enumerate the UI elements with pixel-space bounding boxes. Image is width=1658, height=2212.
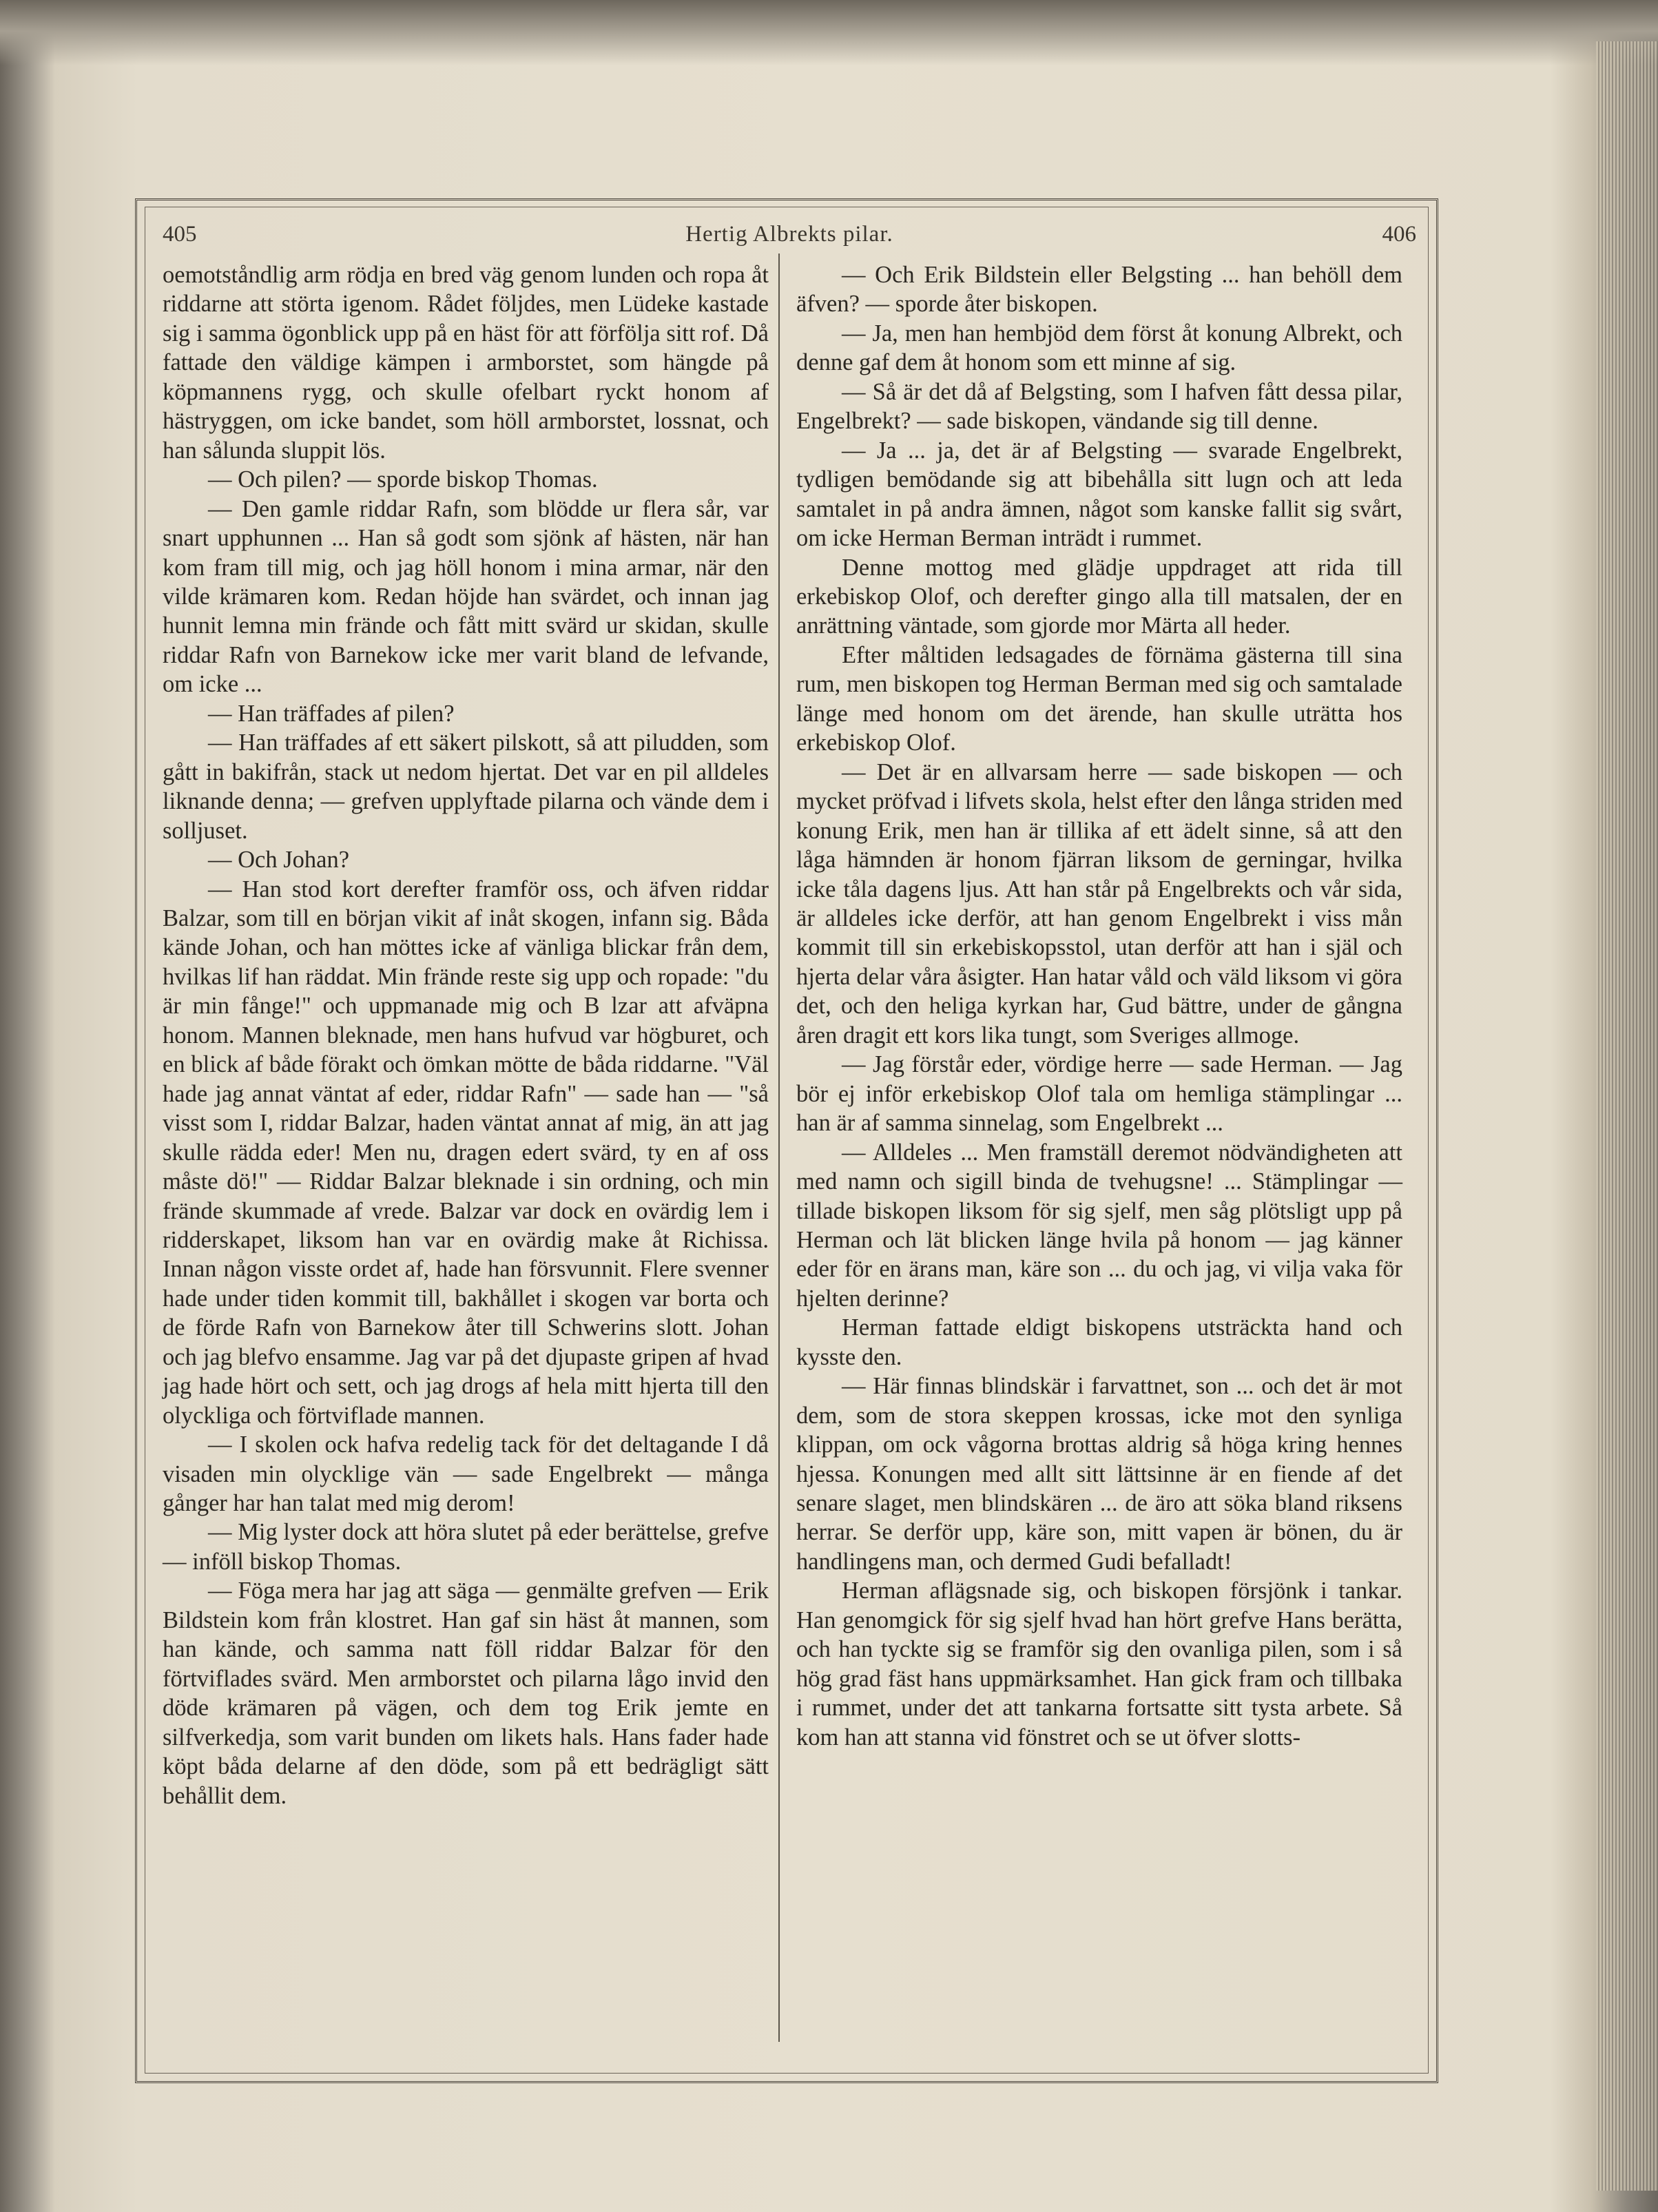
- paragraph: — Mig lyster dock att höra slutet på eder berättelse, grefve — inföll biskop Thomas.: [163, 1519, 769, 1575]
- paragraph: — Här finnas blindskär i farvattnet, son ... och det är mot dem, som de stora skeppen krossas, icke mot den synliga klippan, om ock vågorna brottas aldrig så höga kring hennes hjessa. Konungen med allt sitt lättsinne är en fiende af det senare slaget, men blindskären ... de äro att söka bland riksens herrar. Se derför upp, käre son, mitt vapen är bönen, du är handlingens man, och dermed Gudi befalladt!: [796, 1373, 1402, 1575]
- left-page-number: 405: [163, 222, 197, 247]
- book-page-edges: [1596, 41, 1658, 2191]
- paragraph: Herman aflägsnade sig, och biskopen försjönk i tankar. Han genomgick för sig sjelf hvad han hört grefve Hans berätta, och han tyckte sig se framför sig den ovanliga pilen, som i så hög grad fäst hans uppmärksamhet. Han gick fram och tillbaka i rummet, under det att tankarna fortsatte sitt tysta arbete. Så kom han att stanna vid fönstret och se ut öfver slotts-: [796, 1578, 1402, 1750]
- paragraph: — Ja ... ja, det är af Belgsting — svarade Engelbrekt, tydligen bemödande sig att bibehålla sitt lugn och att leda samtalet in på andra ämnen, något som kanske fallit sig svårt, om icke Herman Berman inträdt i rummet.: [796, 437, 1402, 552]
- paragraph: — Ja, men han hembjöd dem först åt konung Albrekt, och denne gaf dem åt honom som ett minne af sig.: [796, 320, 1402, 376]
- paragraph: — I skolen ock hafva redelig tack för det deltagande I då visaden min olycklige vän — sade Engelbrekt — många gånger har han talat med mig derom!: [163, 1431, 769, 1517]
- paragraph: — Och Johan?: [208, 847, 350, 874]
- left-column: [163, 260, 769, 1810]
- paragraph: — Han stod kort derefter framför oss, och äfven riddar Balzar, som till en början vikit af inåt skogen, infann sig. Båda kände Johan, och han möttes icke af vänliga blickar från dem, hvilkas lif han räddat. Min frände reste sig upp och ropade: "du är min fånge!" och uppmanade mig och B lzar att afväpna honom. Mannen bleknade, men hans hufvud var högburet, och en blick af både förakt och ömkan mötte de båda riddarne. "Väl hade jag annat väntat af eder, riddar Rafn" — sade han — "så visst som I, riddar Balzar, haden väntat annat af mig, än att jag skulle rädda eder! Men nu, dragen edert svärd, ty en af oss måste dö!" — Riddar Balzar bleknade i sin ordning, och min frände skummade af vrede. Balzar var dock en ovärdig lem i ridderskapet, liksom han var en ovärdig make åt Richissa. Innan någon visste ordet af, hade han försvunnit. Flere svenner hade under tiden kommit till, bakhållet i skogen var borta och de förde Rafn von Barnekow åter till Schwerins slott. Johan och jag blefvo ensamme. Jag var på det djupaste gripen af hvad jag hade hört och sett, och jag drogs af hela mitt hjerta till den olyckliga och förtviflade mannen.: [163, 876, 769, 1429]
- right-column: [796, 260, 1402, 1752]
- column-divider: [778, 254, 780, 2042]
- paragraph: Denne mottog med glädje uppdraget att rida till erkebiskop Olof, och derefter gingo alla till matsalen, der en anrättning väntade, som gjorde mor Märta all heder.: [796, 554, 1402, 639]
- running-title: Hertig Albrekts pilar.: [685, 222, 893, 247]
- paragraph: — Och Erik Bildstein eller Belgsting ... han behöll dem äfven? — sporde åter biskopen.: [796, 262, 1402, 318]
- paragraph: Efter måltiden ledsagades de förnäma gästerna till sina rum, men biskopen tog Herman Berman med sig och samtalade länge med honom om det ärende, han skulle uträtta hos erkebiskop Olof.: [796, 641, 1402, 756]
- paragraph: — Föga mera har jag att säga — genmälte grefven — Erik Bildstein kom från klostret. Han gaf sin häst åt mannen, som han kände, och samma natt föll riddar Balzar för den förtviflades svärd. Men armborstet och pilarna lågo invid den döde krämaren på vägen, och dem tog Erik jemte en silfverkedja, som varit bunden om likets hals. Hans fader hade köpt båda delarne af den döde, som på ett bedrägligt sätt behållit dem.: [163, 1578, 769, 1809]
- paragraph: — Han träffades af ett säkert pilskott, så att piludden, som gått in bakifrån, stack ut nedom hjertat. Det var en pil alldeles liknande denna; — grefven upplyftade pilarna och vände dem i solljuset.: [163, 730, 769, 844]
- paragraph: — Så är det då af Belgsting, som I hafven fått dessa pilar, Engelbrekt? — sade biskopen, vändande sig till denne.: [796, 378, 1402, 435]
- binding-shadow: [0, 0, 1658, 65]
- paragraph: Herman fattade eldigt biskopens utsträckta hand och kysste den.: [796, 1314, 1402, 1370]
- paragraph: — Det är en allvarsam herre — sade biskopen — och mycket pröfvad i lifvets skola, helst efter den långa striden med konung Erik, men han är tillika af ett ädelt sinne, så att den låga hämnden är honom fjärran liksom de gerningar, hvilka icke tåla dagens ljus. Att han står på Engelbrekts och vår sida, är alldeles icke derför, att han genom Engelbrekt i viss mån kommit till sin erkebiskopsstol, utan derför att han i själ och hjerta delar våra åsigter. Han hatar våld och väld liksom vi göra det, och den heliga kyrkan har, Gud bättre, under de gångna åren dragit ett kors lika tungt, som Sveriges allmoge.: [796, 758, 1402, 1048]
- paragraph: oemotståndlig arm rödja en bred väg genom lunden och ropa åt riddarne att störta igenom. Rådet följdes, men Lüdeke kastade sig i samma ögonblick upp på en häst för att förfölja sitt rof. Då fattade den väldige kämpen i armborstet, som hängde på köpmannens rygg, och skulle ofelbart ryckt honom af hästryggen, om icke bandet, som höll armborstet, lossnat, och han sålunda sluppit lös.: [163, 262, 769, 464]
- page-header: [163, 222, 1416, 256]
- paragraph: — Alldeles ... Men framställ deremot nödvändigheten att med namn och sigill binda de tvehugsne! ... Stämplingar — tillade biskopen liksom för sig sjelf, men såg plötsligt upp på Herman och lät blicken länge hvila på honom — jag känner eder för en ärans man, käre son ... du och jag, vi vilja vaka för hjelten derinne?: [796, 1139, 1402, 1312]
- paragraph: — Jag förstår eder, vördige herre — sade Herman. — Jag bör ej inför erkebiskop Olof tala om hemliga stämplingar ... han är af samma sinnelag, som Engelbrekt ...: [796, 1051, 1402, 1137]
- paragraph: — Han träffades af pilen?: [208, 700, 455, 727]
- paragraph: — Den gamle riddar Rafn, som blödde ur flera sår, var snart upphunnen ... Han så godt som sjönk af hästen, när han kom fram till mig, och jag höll honom i mina armar, när den vilde krämaren kom. Redan höjde han svärdet, och innan jag hunnit lemna min frände och fått mitt svärd ur skidan, skulle riddar Rafn von Barnekow icke mer varit bland de lefvande, om icke ...: [163, 495, 769, 698]
- right-page-number: 406: [1382, 222, 1416, 247]
- paragraph: — Och pilen? — sporde biskop Thomas.: [208, 466, 598, 493]
